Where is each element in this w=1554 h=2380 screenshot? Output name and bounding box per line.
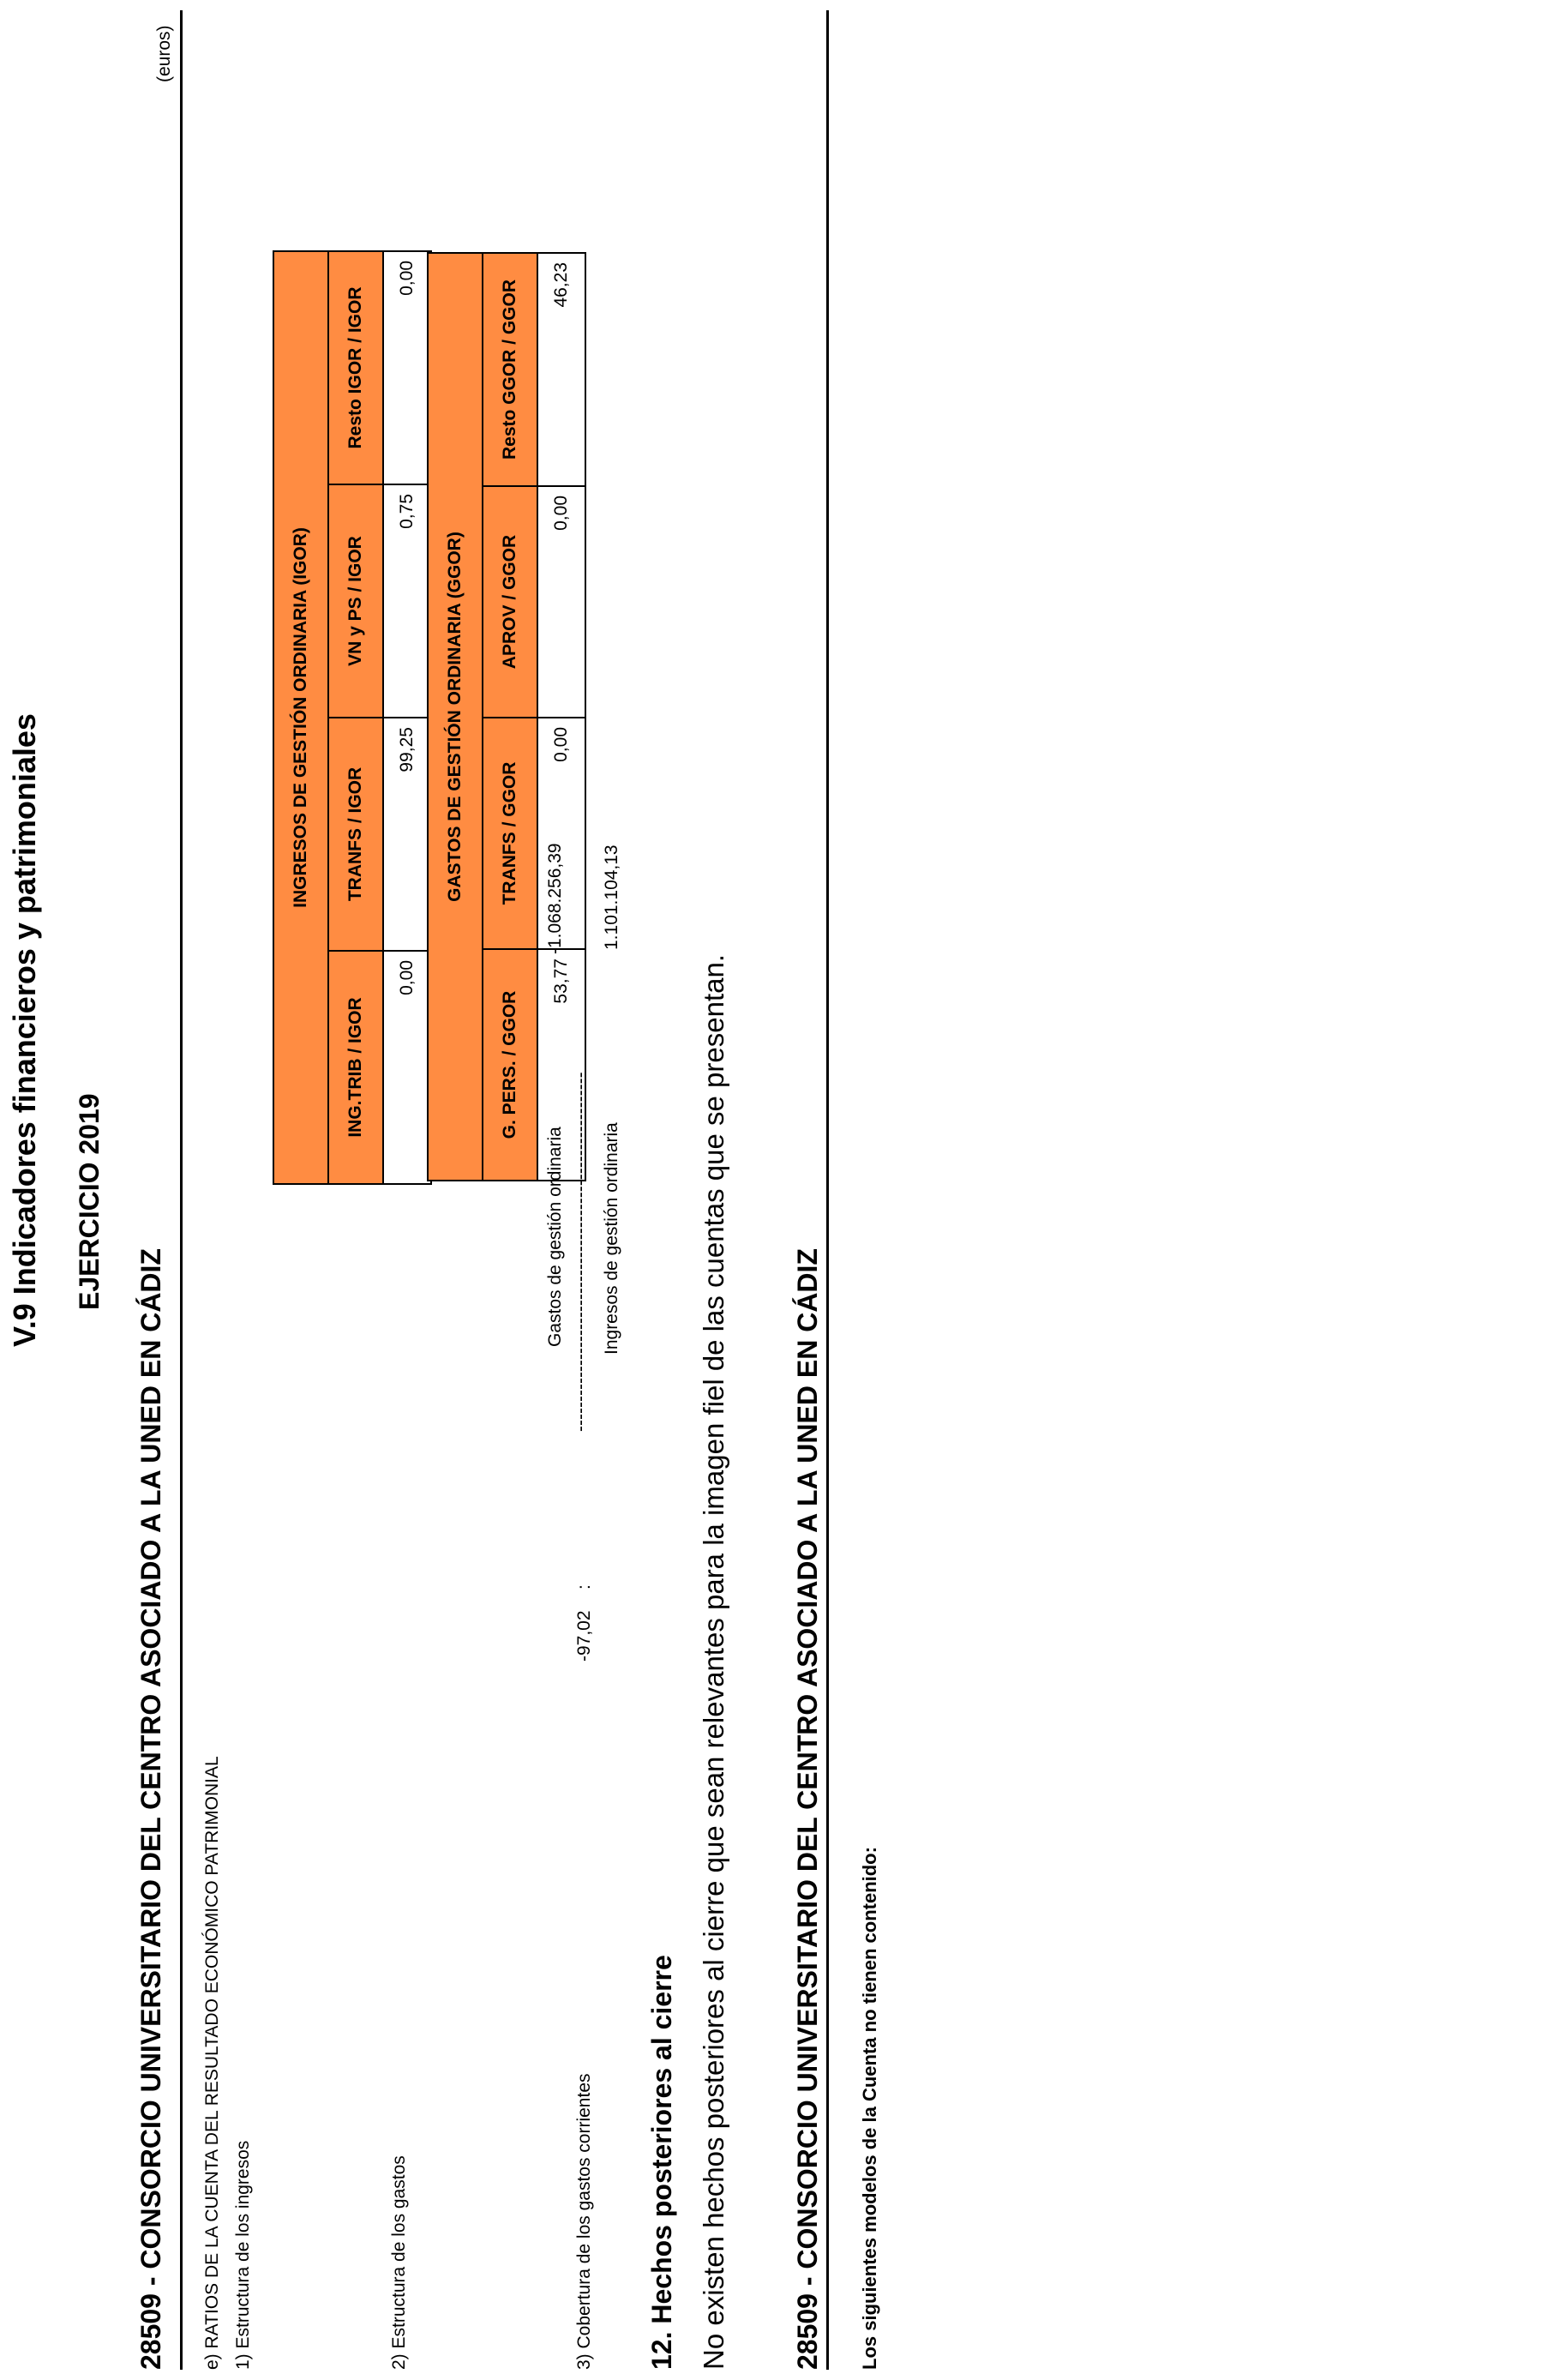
ingresos-col-resto: Resto IGOR / IGOR xyxy=(328,251,383,484)
units-label: (euros) xyxy=(154,25,174,82)
ingresos-table-header: INGRESOS DE GESTIÓN ORDINARIA (IGOR) xyxy=(273,251,328,1184)
gastos-table-header: GASTOS DE GESTIÓN ORDINARIA (GGOR) xyxy=(428,253,483,1181)
cobertura-numerator-value: -1.068.256,39 xyxy=(545,843,565,954)
section-12-text: No existen hechos posteriores al cierre que sean relevantes para la imagen fiel de las cuentas que se presentan. xyxy=(698,954,729,2370)
cobertura-value: -97,02 xyxy=(574,1610,594,1662)
ingresos-value-tranfs: 99,25 xyxy=(383,718,431,951)
cobertura-denominator-label: Ingresos de gestión ordinaria xyxy=(602,1122,621,1355)
footer-text: Los siguientes modelos de la Cuenta no tienen contenido: xyxy=(859,1847,880,2370)
gastos-value-tranfs: 0,00 xyxy=(537,718,585,949)
cobertura-numerator-label: Gastos de gestión ordinaria xyxy=(545,1127,565,1347)
ingresos-col-tranfs: TRANFS / IGOR xyxy=(328,718,383,951)
section-12-title: 12. Hechos posteriores al cierre xyxy=(646,1955,677,2370)
ingresos-col-ingtrib: ING.TRIB / IGOR xyxy=(328,951,383,1184)
gastos-col-tranfs: TRANFS / GGOR xyxy=(483,718,537,949)
gastos-col-gpers: G. PERS. / GGOR xyxy=(483,949,537,1181)
entity-title: 28509 - CONSORCIO UNIVERSITARIO DEL CENTRO ASOCIADO A LA UNED EN CÁDIZ xyxy=(135,1248,166,2370)
ingresos-structure-label: 1) Estructura de los ingresos xyxy=(233,2140,253,2370)
cobertura-denominator-value: 1.101.104,13 xyxy=(602,844,621,950)
gastos-value-gpers: 53,77 xyxy=(537,949,585,1181)
gastos-value-aprov: 0,00 xyxy=(537,486,585,718)
ingresos-value-resto: 0,00 xyxy=(383,251,431,484)
section-12-entity: 28509 - CONSORCIO UNIVERSITARIO DEL CENTRO ASOCIADO A LA UNED EN CÁDIZ xyxy=(792,1248,823,2370)
ingresos-col-vnps: VN y PS / IGOR xyxy=(328,484,383,718)
gastos-col-aprov: APROV / GGOR xyxy=(483,486,537,718)
gastos-col-resto: Resto GGOR / GGOR xyxy=(483,253,537,486)
bottom-rule xyxy=(826,10,829,2370)
ingresos-value-ingtrib: 0,00 xyxy=(383,951,431,1184)
top-rule xyxy=(180,10,183,2370)
ingresos-table xyxy=(273,250,432,1185)
cobertura-colon: : xyxy=(574,1584,594,1590)
gastos-value-resto: 46,23 xyxy=(537,253,585,486)
gastos-structure-label: 2) Estructura de los gastos xyxy=(389,2155,409,2370)
ingresos-value-vnps: 0,75 xyxy=(383,484,431,718)
ratios-heading: e) RATIOS DE LA CUENTA DEL RESULTADO ECONÓMICO PATRIMONIAL xyxy=(202,1756,222,2370)
gastos-table xyxy=(427,252,586,1181)
cobertura-fraction-dashes: ------------------------------------------------------------ xyxy=(571,1072,591,1432)
cobertura-label: 3) Cobertura de los gastos corrientes xyxy=(574,2073,594,2370)
ejercicio-label: EJERCICIO 2019 xyxy=(74,1093,105,1310)
page-title: V.9 Indicadores financieros y patrimoniales xyxy=(7,713,42,1347)
